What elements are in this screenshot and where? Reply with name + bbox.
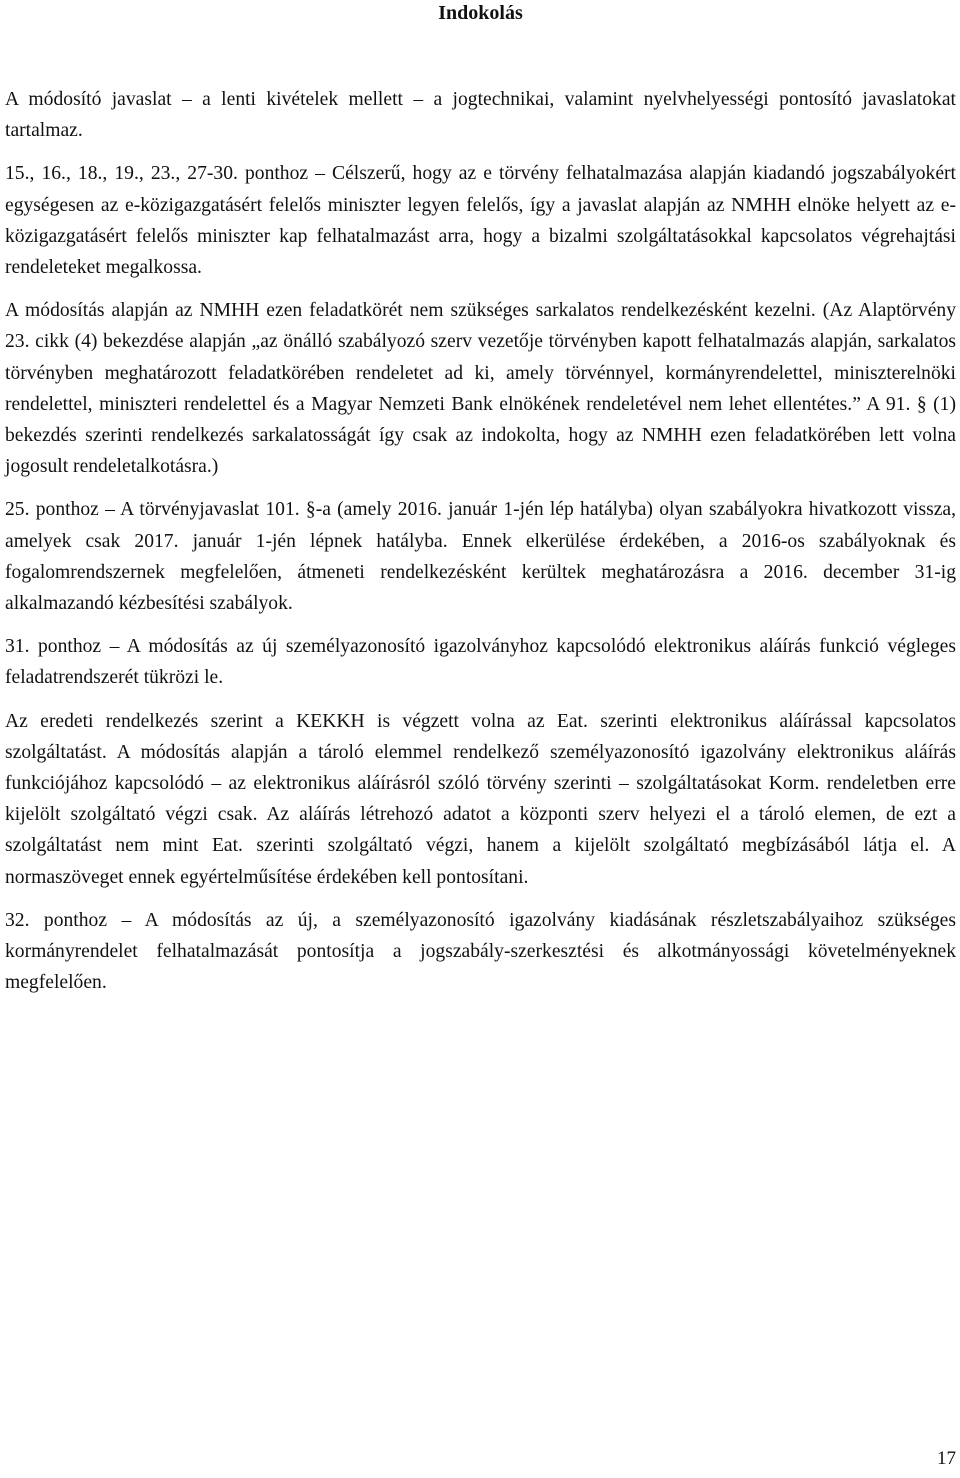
document-title: Indokolás <box>438 2 523 24</box>
paragraph-point-31: 31. ponthoz – A módosítás az új személyazonosító igazolványhoz kapcsolódó elektronikus aláírás funkció végleges feladatrendszerét tükrözi le. <box>5 636 956 689</box>
paragraph-point-25: 25. ponthoz – A törvényjavaslat 101. §-a (amely 2016. január 1-jén lép hatályba) olyan szabályokra hivatkozott vissza, amelyek csak 2017. január 1-jén lépnek hatályba. Ennek elkerülése érdekében, a 2016-os szabályoknak és fogalomrendszernek megfelelően, átmeneti rendelkezésként kerültek meghatározásra a 2016. december 31-ig alkalmazandó kézbesítési szabályok. <box>5 499 956 615</box>
paragraph-points-15-30: 15., 16., 18., 19., 23., 27-30. ponthoz – Célszerű, hogy az e törvény felhatalmazása alapján kiadandó jogszabályokért egységesen az e-közigazgatásért felelős miniszter legyen felelős, így a javaslat alapján az NMHH elnöke helyett az e-közigazgatásért felelős miniszter kap felhatalmazást arra, hogy a bizalmi szolgáltatásokkal kapcsolatos végrehajtási rendeleteket megalkossa. <box>5 163 956 279</box>
paragraph-point-32: 32. ponthoz – A módosítás az új, a személyazonosító igazolvány kiadásának részletszabályaihoz szükséges kormányrendelet felhatalmazását pontosítja a jogszabály-szerkesztési és alkotmányossági követelményeknek megfelelően. <box>5 909 956 994</box>
document-page <box>5 0 956 998</box>
paragraph-intro: A módosító javaslat – a lenti kivételek mellett – a jogtechnikai, valamint nyelvhelyességi pontosító javaslatokat tartalmaz. <box>5 89 956 142</box>
paragraph-nmhh-note: A módosítás alapján az NMHH ezen feladatkörét nem szükséges sarkalatos rendelkezésként kezelni. (Az Alaptörvény 23. cikk (4) bekezdése alapján „az önálló szabályozó szerv vezetője törvényben kapott felhatalmazás alapján, sarkalatos törvényben meghatározott feladatkörében rendeletet ad ki, amely törvénnyel, kormányrendelettel, miniszterelnöki rendelettel, miniszteri rendelettel és a Magyar Nemzeti Bank elnökének rendeletével nem lehet ellentétes.” A 91. § (1) bekezdés szerinti rendelkezés sarkalatosságát így csak az indokolta, hogy az NMHH ezen feladatkörében lett volna jogosult rendeletalkotásra.) <box>5 300 956 478</box>
page-number: 17 <box>937 1448 956 1469</box>
paragraph-kekkh-note: Az eredeti rendelkezés szerint a KEKKH is végzett volna az Eat. szerinti elektronikus aláírással kapcsolatos szolgáltatást. A módosítás alapján a tároló elemmel rendelkező személyazonosító igazolvány elektronikus aláírás funkciójához kapcsolódó – az elektronikus aláírásról szóló törvény szerinti – szolgáltatásokat Korm. rendeletben erre kijelölt szolgáltató végzi csak. Az aláírás létrehozó adatot a központi szerv helyezi el a tároló elemen, de ezt a szolgáltatást nem mint Eat. szerinti szolgáltató végzi, hanem a kijelölt szolgáltató megbízásából látja el. A normaszöveget ennek egyértelműsítése érdekében kell pontosítani. <box>5 710 956 888</box>
